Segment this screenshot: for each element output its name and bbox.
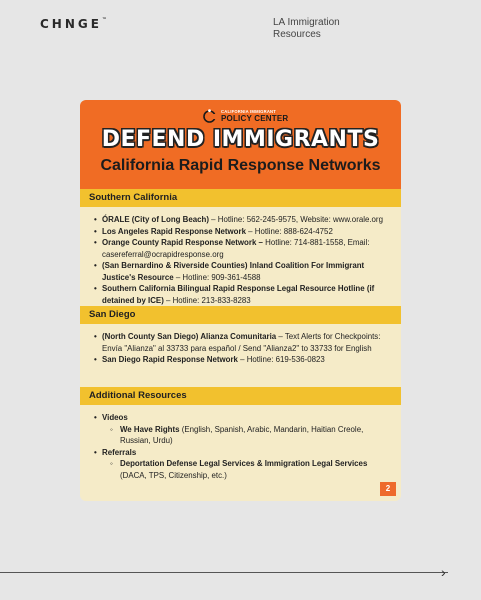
document-title-line-2: Resources bbox=[273, 28, 321, 40]
flyer-card bbox=[80, 100, 401, 501]
list-item bbox=[94, 331, 391, 354]
list-item bbox=[94, 412, 391, 424]
page-number-badge: 2 bbox=[380, 482, 396, 496]
section-southern-california bbox=[80, 189, 401, 306]
item-name: Referrals bbox=[102, 447, 137, 457]
list-item bbox=[94, 458, 391, 481]
item-detail: – Hotline: 888-624-4752 bbox=[245, 226, 333, 236]
document-title bbox=[273, 17, 340, 40]
item-name: Deportation Defense Legal Services & Immigration Legal Services bbox=[120, 459, 368, 468]
resource-list bbox=[80, 405, 401, 481]
item-detail: (English, Spanish, Arabic, Mandarin, Haitian Creole, Russian, Urdu) bbox=[120, 424, 364, 445]
item-name: We Have Rights bbox=[120, 424, 180, 434]
item-name: ÓRALE (City of Long Beach) bbox=[102, 215, 209, 224]
logo-line-2: POLICY CENTER bbox=[221, 114, 289, 123]
item-detail: – Hotline: 213-833-8283 bbox=[163, 295, 251, 305]
brand-tm: ™ bbox=[101, 17, 107, 23]
item-detail: Hotline: 714-881-1558, Email: casereferral@ocrapidresponse.org bbox=[102, 238, 370, 259]
resource-list bbox=[80, 207, 401, 306]
cipc-logo bbox=[203, 108, 289, 125]
list-item bbox=[94, 447, 391, 459]
chevron-right-icon[interactable]: › bbox=[441, 564, 446, 580]
brand-name: CHNGE bbox=[40, 17, 102, 31]
item-name: Southern California Bilingual Rapid Response Legal Resource Hotline (if detained by ICE) bbox=[102, 284, 375, 305]
item-name: Orange County Rapid Response Network – bbox=[102, 238, 263, 247]
resource-list bbox=[80, 324, 401, 387]
item-detail: – Text Alerts for Checkpoints: Envía "Alianza" al 33733 para español / Send "Alianza2" to 33733 for English bbox=[102, 332, 381, 353]
document-title-line-1: LA Immigration bbox=[273, 17, 340, 28]
item-detail: (DACA, TPS, Citizenship, etc.) bbox=[120, 470, 227, 480]
item-detail: – Hotline: 562-245-9575, Website: www.orale.org bbox=[208, 215, 383, 224]
item-detail: – Hotline: 619-536-0823 bbox=[237, 355, 325, 364]
section-heading: Southern California bbox=[80, 189, 401, 207]
list-item bbox=[94, 354, 391, 366]
section-heading: Additional Resources bbox=[80, 387, 401, 405]
list-item bbox=[94, 226, 391, 238]
subheadline: California Rapid Response Networks bbox=[100, 157, 381, 174]
list-item bbox=[94, 424, 391, 447]
section-heading: San Diego bbox=[80, 306, 401, 324]
item-name: (San Bernardino & Riverside Counties) Inland Coalition For Immigrant Justice's Resource bbox=[102, 261, 365, 282]
item-name: Los Angeles Rapid Response Network bbox=[102, 226, 246, 236]
section-san-diego bbox=[80, 306, 401, 387]
list-item bbox=[94, 260, 391, 283]
logo-line-1: CALIFORNIA IMMIGRANT bbox=[221, 109, 277, 114]
list-item bbox=[94, 214, 391, 226]
item-name: Videos bbox=[102, 413, 128, 422]
footer-divider bbox=[0, 572, 448, 573]
list-item bbox=[94, 283, 391, 306]
item-name: San Diego Rapid Response Network bbox=[102, 355, 238, 364]
hero-banner bbox=[80, 100, 401, 189]
section-additional-resources bbox=[80, 387, 401, 481]
list-item bbox=[94, 237, 391, 260]
item-name: (North County San Diego) Alianza Comunitaria bbox=[102, 332, 277, 341]
brand-logo bbox=[40, 17, 107, 31]
item-detail: – Hotline: 909-361-4588 bbox=[173, 272, 261, 282]
headline: DEFEND IMMIGRANTS bbox=[101, 127, 380, 152]
logo-mark-icon bbox=[203, 109, 216, 123]
